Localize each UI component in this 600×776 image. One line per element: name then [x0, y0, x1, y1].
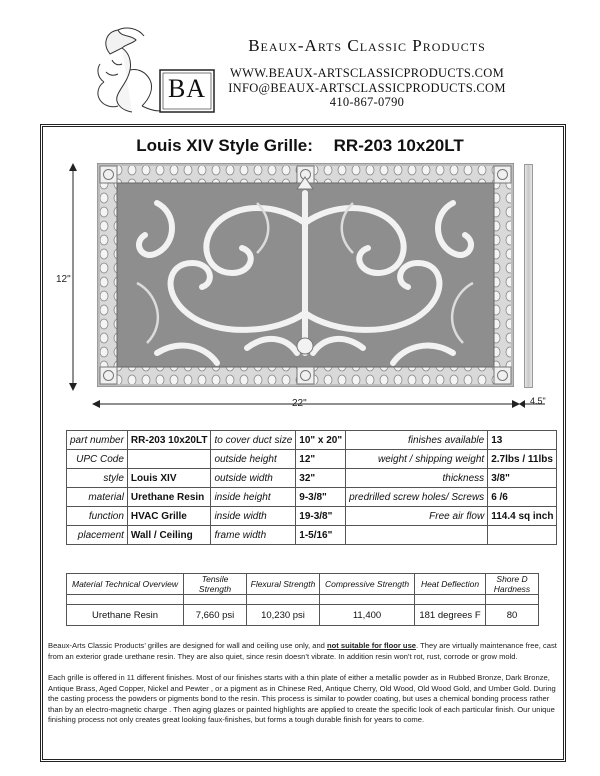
grille-image: [97, 163, 514, 387]
spec-value: 1-5/16": [296, 526, 346, 545]
spec-value: 10" x 20": [296, 431, 346, 450]
spec-label: inside height: [211, 488, 296, 507]
website-link[interactable]: WWW.BEAUX-ARTSCLASSICPRODUCTS.COM: [230, 66, 504, 80]
column-header: Heat Deflection: [415, 574, 486, 595]
column-header: Flexural Strength: [247, 574, 320, 595]
spec-label: Free air flow: [346, 507, 488, 526]
table-row: [67, 431, 557, 450]
table-row: [67, 507, 557, 526]
spec-value: Louis XIV: [127, 469, 211, 488]
table-cell: 10,230 psi: [247, 605, 320, 626]
column-header: Compressive Strength: [320, 574, 415, 595]
spec-label: outside width: [211, 469, 296, 488]
spacer-cell: [184, 595, 247, 605]
table-cell: 181 degrees F: [415, 605, 486, 626]
spec-label: part number: [67, 431, 128, 450]
logo-monogram: BA: [167, 74, 207, 103]
spec-value: 32": [296, 469, 346, 488]
spec-value: 12": [296, 450, 346, 469]
spec-label: UPC Code: [67, 450, 128, 469]
title-model: RR-203 10x20LT: [333, 136, 464, 155]
title-style: Louis XIV Style Grille:: [136, 136, 313, 155]
column-header: Shore D Hardness: [486, 574, 539, 595]
spec-value: 3/8": [488, 469, 557, 488]
spec-value: Urethane Resin: [127, 488, 211, 507]
spec-label: outside height: [211, 450, 296, 469]
spec-value: 6 /6: [488, 488, 557, 507]
spec-value: 19-3/8": [296, 507, 346, 526]
spec-label: thickness: [346, 469, 488, 488]
spacer-cell: [415, 595, 486, 605]
spec-label: [346, 526, 488, 545]
spacer-cell: [320, 595, 415, 605]
spec-label: to cover duct size: [211, 431, 296, 450]
usage-text-c: . They are virtually maintenance free, cast from an exterior grade urethane resin. They are also quiet, since resin doesn’t vibrate. In addition resin won’t rot, rust, corrode or grow mold.: [48, 641, 557, 661]
spec-value: RR-203 10x20LT: [127, 431, 211, 450]
spec-table: [66, 430, 557, 545]
spec-value: 13: [488, 431, 557, 450]
company-name: Beaux-Arts Classic Products: [248, 36, 486, 55]
table-cell: 80: [486, 605, 539, 626]
spec-value: HVAC Grille: [127, 507, 211, 526]
grille-side-profile: [524, 164, 533, 388]
table-row: [67, 605, 539, 626]
spec-value: [127, 450, 211, 469]
company-header: [222, 36, 512, 110]
spacer-cell: [247, 595, 320, 605]
finishes-paragraph: Each grille is offered in 11 different finishes. Most of our finishes starts with a thin plate of either a metallic powder as in Rubbed Bronze, Dark Bronze, Antique Brass, Aged Copper, Nickel and Pewter , or a pigment as in Chinese Red, Antique Cherry, Old Wood, Old Wood Gold, and Umber Gold. During the casting process the powders or pigments bond to the resin. This process is similar to powder coating, but uses a chemical bonding process rather than by an electro-magnetic charge . Then aging glazes or painted highlights are applied to create the specific look of each particular finish. Our unique finishing process not only creates great looking faux-finishes, but forms a tough durable finish for years to come.: [48, 673, 556, 725]
page-title: [0, 136, 600, 156]
spec-value: Wall / Ceiling: [127, 526, 211, 545]
spec-value: [488, 526, 557, 545]
spec-label: weight / shipping weight: [346, 450, 488, 469]
table-row: [67, 450, 557, 469]
spec-value: 2.7lbs / 11lbs: [488, 450, 557, 469]
griffin-logo: [92, 24, 220, 120]
table-cell: 11,400: [320, 605, 415, 626]
spec-label: frame width: [211, 526, 296, 545]
spec-label: finishes available: [346, 431, 488, 450]
depth-label: 4.5": [530, 396, 546, 406]
spec-label: style: [67, 469, 128, 488]
spec-label: inside width: [211, 507, 296, 526]
spec-label: predrilled screw holes/ Screws: [346, 488, 488, 507]
phone-number: 410-867-0790: [329, 95, 405, 109]
table-row: [67, 526, 557, 545]
width-label: 22": [292, 398, 307, 409]
material-table: [66, 573, 539, 626]
spec-label: function: [67, 507, 128, 526]
email-link[interactable]: INFO@BEAUX-ARTSCLASSICPRODUCTS.COM: [228, 80, 506, 95]
floor-use-warning: not suitable for floor use: [327, 641, 417, 650]
column-header: Tensile Strength: [184, 574, 247, 595]
spec-value: 114.4 sq inch: [488, 507, 557, 526]
usage-text-a: Beaux-Arts Classic Products’ grilles are designed for wall and ceiling use only, and: [48, 641, 327, 650]
spec-value: 9-3/8": [296, 488, 346, 507]
table-spacer-row: [67, 595, 539, 605]
table-row: [67, 469, 557, 488]
spacer-cell: [67, 595, 184, 605]
spec-label: placement: [67, 526, 128, 545]
usage-paragraph: [48, 641, 562, 662]
table-row: [67, 488, 557, 507]
height-label: 12": [56, 274, 71, 285]
table-header-row: [67, 574, 539, 595]
column-header: Material Technical Overview: [67, 574, 184, 595]
spec-label: material: [67, 488, 128, 507]
table-cell: Urethane Resin: [67, 605, 184, 626]
table-cell: 7,660 psi: [184, 605, 247, 626]
spacer-cell: [486, 595, 539, 605]
